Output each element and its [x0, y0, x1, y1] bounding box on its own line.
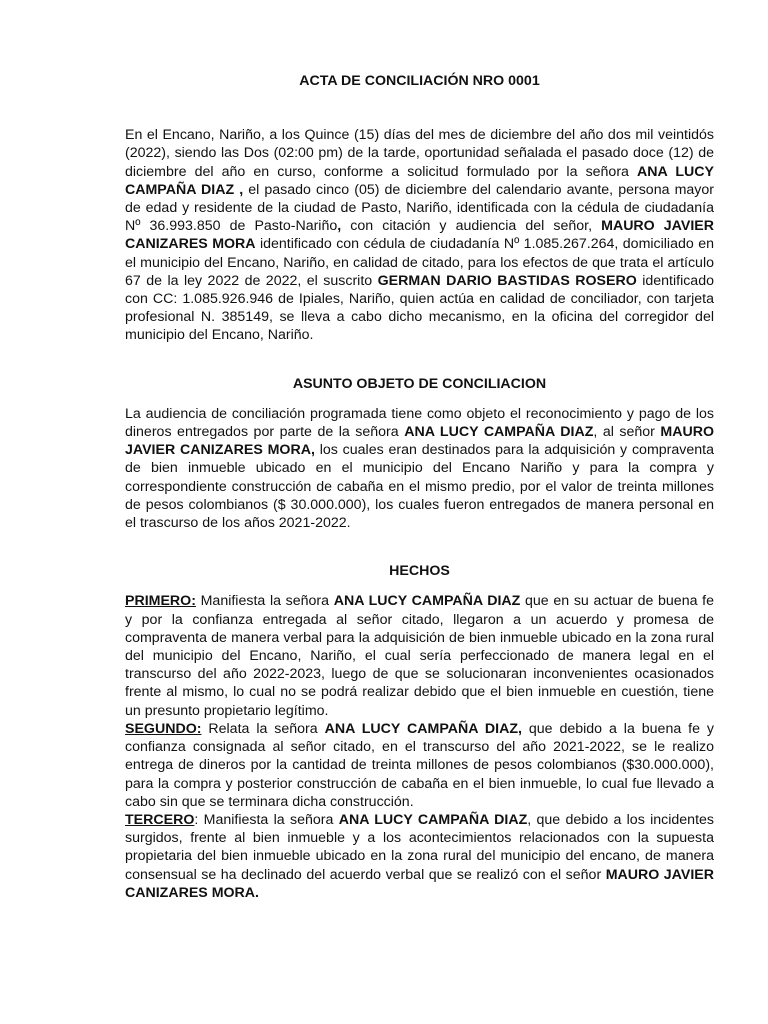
document-page [125, 72, 714, 902]
intro-bold-comma: , [337, 218, 342, 235]
tercero-paragraph [125, 811, 714, 902]
tercero-text-2: , que debido a los incidentes surgidos, frente al bien inmueble y a los acontecimientos relacionados con la supuesta propietaria del bien inmueble ubicado en la zona rural del municipio del encano, de manera consensual se ha declinado del acuerdo verbal que se realizó con el señor [125, 811, 714, 883]
intro-text-4: identificado con cédula de ciudadanía Nº 1.085.267.264, domiciliado en el municipio del Encano, Nariño, en calidad de citado, para los efectos de que trata el artículo 67 de la ley 2022 de 2022, el suscrito [125, 236, 714, 289]
segundo-name-applicant: ANA LUCY CAMPAÑA DIAZ, [324, 720, 522, 737]
primero-text-2: que en su actuar de buena fe y por la confianza entregada al señor citado, llegaron a un acuerdo y promesa de compraventa de manera verbal para la adquisición de bien inmueble ubicado en la zona rural del municipio del Encano, Nariño, el cual sería perfeccionado de manera legal en el transcurso del año 2022-2023, luego de que se solucionaran inconvenientes ocasionados frente al mismo, lo cual no se podrá realizar debido que el bien inmueble en cuestión, tiene un presunto propietario legítimo. [125, 593, 714, 719]
segundo-paragraph [125, 720, 714, 811]
intro-text-2: el pasado cinco (05) de diciembre del calendario avante, persona mayor de edad y residente de la ciudad de Pasto, Nariño, identificada con la cédula de ciudadanía Nº 36.993.850 de Pasto-Nariño [125, 181, 714, 235]
asunto-name-applicant: ANA LUCY CAMPAÑA DIAZ [404, 424, 594, 441]
tercero-colon: : [194, 811, 199, 828]
tercero-name-summoned: MAURO JAVIER CANIZARES MORA. [125, 866, 714, 901]
intro-text-3: con citación y audiencia del señor, [341, 218, 602, 235]
intro-name-applicant: ANA LUCY CAMPAÑA DIAZ , [125, 163, 714, 198]
tercero-label: TERCERO [125, 811, 195, 828]
intro-name-conciliator: GERMAN DARIO BASTIDAS ROSERO [377, 272, 637, 289]
hechos-heading: HECHOS [389, 563, 450, 580]
primero-label: PRIMERO: [125, 593, 196, 610]
intro-text-1: En el Encano, Nariño, a los Quince (15) días del mes de diciembre del año dos mil veintidós (2022), siendo las Dos (02:00 pm) de la tarde, oportunidad señalada el pasado doce (12) de diciembre del año en curso, conforme a solicitud formulado por la señora [125, 127, 714, 180]
asunto-text-1: La audiencia de conciliación programada tiene como objeto el reconocimiento y pago de los dineros entregados por parte de la señora [125, 405, 714, 441]
tercero-text-1: Manifiesta la señora [198, 811, 339, 828]
intro-text-5: identificado con CC: 1.085.926.946 de Ipiales, Nariño, quien actúa en calidad de conciliador, con tarjeta profesional N. 385149, se lleva a cabo dicho mecanismo, en la oficina del corregidor del municipio del Encano, Nariño. [125, 272, 714, 344]
intro-name-summoned: MAURO JAVIER CANIZARES MORA [125, 218, 714, 253]
asunto-text-2: , al señor [593, 424, 661, 441]
asunto-paragraph [125, 405, 714, 532]
primero-paragraph [125, 592, 714, 719]
tercero-name-applicant: ANA LUCY CAMPAÑA DIAZ [338, 811, 528, 828]
primero-name-applicant: ANA LUCY CAMPAÑA DIAZ [333, 593, 521, 610]
asunto-text-3: los cuales eran destinados para la adquisición y compraventa de bien inmueble ubicado en el municipio del Encano Nariño y para la compra y correspondiente construcción de cabaña en el mismo predio, por el valor de treinta millones de pesos colombianos ($ 30.000.000), los cuales fueron entregados de manera personal en el trascurso de los años 2021-2022. [125, 442, 714, 532]
intro-paragraph [125, 126, 714, 344]
segundo-text-1: Relata la señora [201, 720, 325, 737]
primero-text-1: Manifiesta la señora [195, 593, 334, 610]
asunto-name-summoned: MAURO JAVIER CANIZARES MORA, [125, 424, 714, 459]
segundo-label: SEGUNDO: [125, 720, 202, 737]
segundo-text-2: que debido a la buena fe y confianza consignada al señor citado, en el transcurso del año 2021-2022, se le realizo entrega de dineros por la cantidad de treinta millones de pesos colombianos ($30.000.000), para la compra y posterior construcción de cabaña en el bien inmueble, lo cual fue llevado a cabo sin que se terminara dicha construcción. [125, 720, 714, 810]
document-title: ACTA DE CONCILIACIÓN NRO 0001 [299, 73, 540, 89]
asunto-heading: ASUNTO OBJETO DE CONCILIACION [292, 375, 547, 392]
